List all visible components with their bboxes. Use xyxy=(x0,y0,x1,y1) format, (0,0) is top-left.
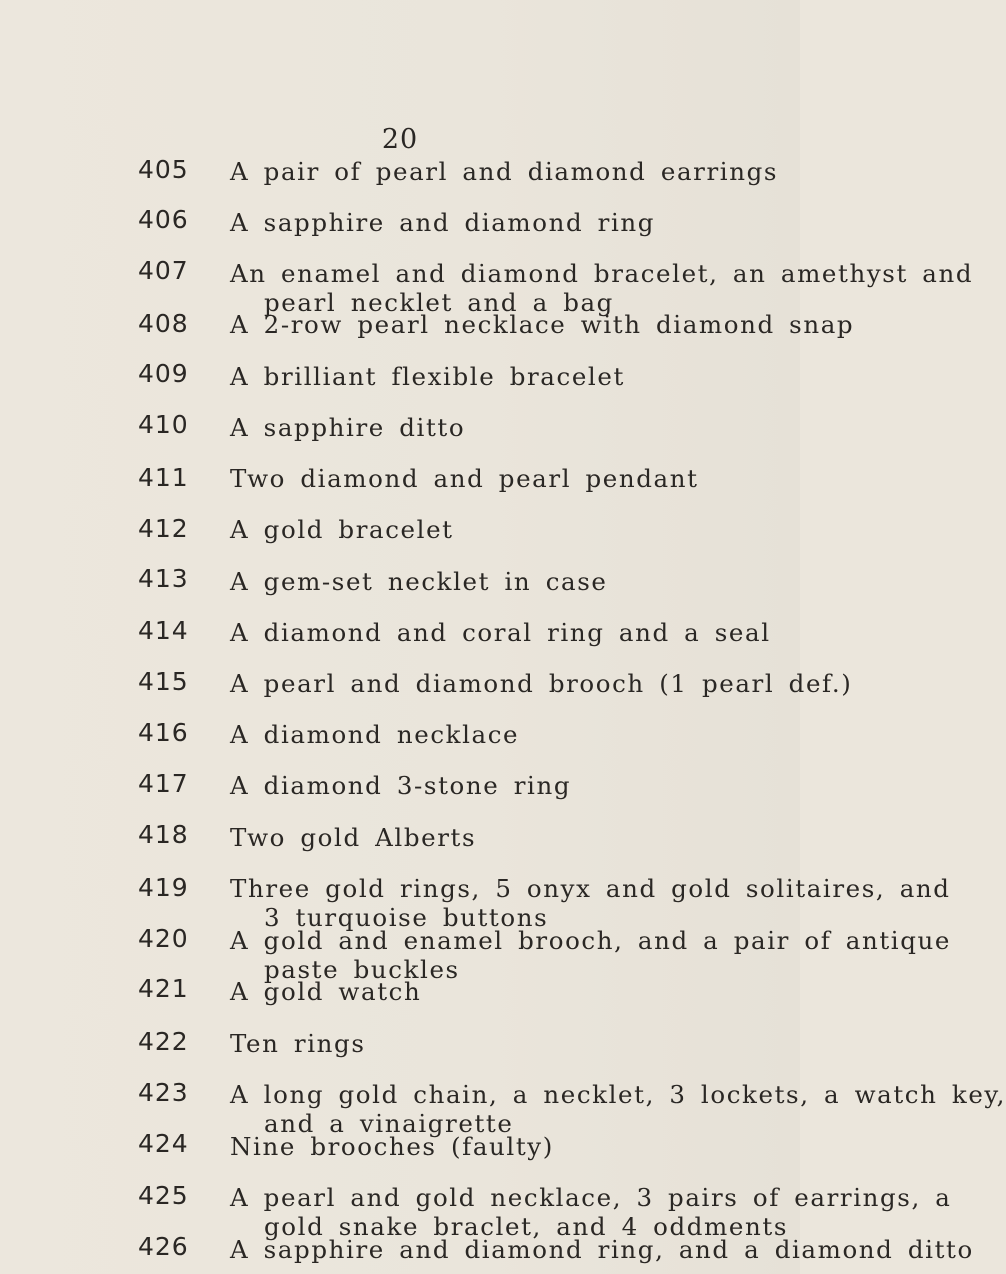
lot-description xyxy=(230,157,779,186)
lot-number: 425 xyxy=(138,1181,189,1210)
lot-description-line: A sapphire ditto xyxy=(230,413,466,442)
lot-number: 418 xyxy=(138,820,189,849)
lot-description-line: A brilliant flexible bracelet xyxy=(230,362,625,391)
lot-number: 410 xyxy=(138,410,189,439)
lot-description xyxy=(230,720,770,749)
lot-description-line: Three gold rings, 5 onyx and gold solitaires, and xyxy=(230,874,951,903)
lot-number: 416 xyxy=(138,718,189,747)
lot-number: 415 xyxy=(138,667,189,696)
lot-description-line: A diamond and coral ring and a seal xyxy=(230,618,771,647)
lot-description xyxy=(230,515,770,544)
lot-description xyxy=(230,208,770,237)
page-number: 20 xyxy=(381,124,419,155)
lot-number: 417 xyxy=(138,769,189,798)
lot-description-line: A gold and enamel brooch, and a pair of antique xyxy=(230,926,951,955)
lot-description-line: A sapphire and diamond ring, and a diamond ditto xyxy=(230,1235,974,1264)
lot-description-line: and a vinaigrette xyxy=(264,1109,514,1138)
lot-description xyxy=(230,1132,770,1161)
lot-description xyxy=(230,669,853,698)
lot-description xyxy=(230,977,770,1006)
lot-number: 422 xyxy=(138,1027,189,1056)
lot-number: 405 xyxy=(138,155,189,184)
lot-number: 411 xyxy=(138,463,189,492)
lot-number: 426 xyxy=(138,1232,189,1261)
lot-description-line: pearl necklet and a bag xyxy=(264,288,614,317)
lot-description-line: A gem-set necklet in case xyxy=(230,567,608,596)
lot-description-line: gold snake braclet, and 4 oddments xyxy=(264,1212,788,1241)
lot-number: 412 xyxy=(138,514,189,543)
lot-description xyxy=(230,413,770,442)
lot-number: 409 xyxy=(138,359,189,388)
lot-description-line: A 2-row pearl necklace with diamond snap xyxy=(230,310,855,339)
lot-number: 423 xyxy=(138,1078,189,1107)
lot-description xyxy=(230,464,770,493)
lot-description-line: A sapphire and diamond ring xyxy=(230,208,656,237)
lot-description xyxy=(230,259,974,317)
lot-description xyxy=(230,1183,952,1241)
lot-number: 408 xyxy=(138,309,189,338)
lot-description xyxy=(230,618,770,647)
lot-description-line: A diamond necklace xyxy=(230,720,520,749)
lot-description-line: Two diamond and pearl pendant xyxy=(230,464,699,493)
lot-number: 406 xyxy=(138,205,189,234)
lot-number: 421 xyxy=(138,974,189,1003)
lot-number: 419 xyxy=(138,873,189,902)
lot-description-line: Ten rings xyxy=(230,1029,366,1058)
lot-description-line: A gold bracelet xyxy=(230,515,454,544)
lot-description xyxy=(230,1080,1006,1138)
lot-description xyxy=(230,771,770,800)
lot-description xyxy=(230,362,770,391)
lot-description-line: A long gold chain, a necklet, 3 lockets, a watch key, xyxy=(230,1080,1006,1109)
lot-description-line: A pearl and diamond brooch (1 pearl def.) xyxy=(230,669,853,698)
lot-number: 414 xyxy=(138,616,189,645)
lot-number: 407 xyxy=(138,256,189,285)
lot-number: 424 xyxy=(138,1129,189,1158)
lot-description-line: An enamel and diamond bracelet, an amethyst and xyxy=(230,259,974,288)
lot-description xyxy=(230,1029,770,1058)
lot-description xyxy=(230,926,951,984)
lot-description xyxy=(230,567,770,596)
lot-description-line: paste buckles xyxy=(264,955,460,984)
lot-description-line: Nine brooches (faulty) xyxy=(230,1132,554,1161)
lot-description xyxy=(230,1235,974,1264)
lot-description xyxy=(230,823,770,852)
lot-description-line: 3 turquoise buttons xyxy=(264,903,549,932)
lot-description xyxy=(230,874,951,932)
lot-description-line: A diamond 3-stone ring xyxy=(230,771,572,800)
lot-number: 420 xyxy=(138,924,189,953)
lot-description-line: A pair of pearl and diamond earrings xyxy=(230,157,779,186)
lot-description-line: Two gold Alberts xyxy=(230,823,477,852)
lot-description-line: A gold watch xyxy=(230,977,422,1006)
lot-description-line: A pearl and gold necklace, 3 pairs of earrings, a xyxy=(230,1183,952,1212)
lot-description xyxy=(230,310,855,339)
lot-number: 413 xyxy=(138,564,189,593)
